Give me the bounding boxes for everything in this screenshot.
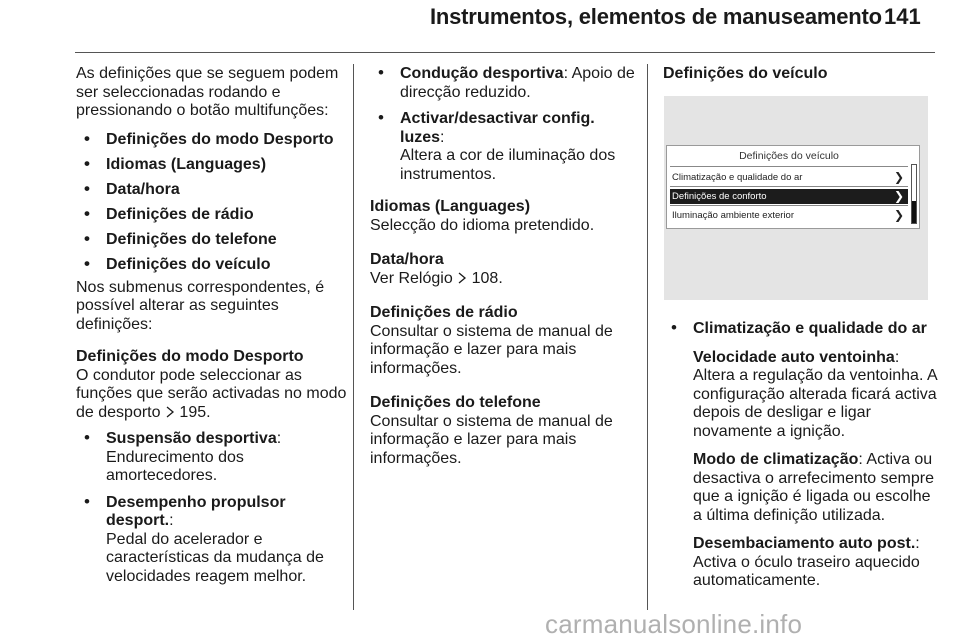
sport-options-list xyxy=(76,430,351,586)
list-item xyxy=(663,320,943,591)
sport-options-list-continued xyxy=(370,65,640,184)
option-label: Condução desportiva xyxy=(400,65,564,82)
option-label: Modo de climatização xyxy=(693,451,859,468)
header-title: Instrumentos, elementos de manuseamento xyxy=(430,4,882,29)
screen-menu-row xyxy=(670,208,908,223)
screen-scroll-thumb xyxy=(912,201,916,223)
chevron-right-icon: ❯ xyxy=(893,170,904,184)
option-separator: : xyxy=(440,128,445,146)
screen-menu-row-label: Definições de conforto xyxy=(672,191,767,202)
screen-divider xyxy=(670,205,908,206)
option-label: Desembaciamento auto post. xyxy=(693,535,916,552)
list-item: • Data/hora xyxy=(76,181,351,200)
datetime-text xyxy=(370,270,640,289)
sport-text xyxy=(76,367,351,423)
list-item xyxy=(76,430,351,486)
fan-option: Velocidade auto ventoinha: Altera a regulação da ventoinha. A configuração alterada ficará activa depois de desligar e ligar novamente a ignição. xyxy=(693,348,937,440)
screen-menu-row-selected xyxy=(670,189,908,204)
radio-text: Consultar o sistema de manual de informação e lazer para mais informações. xyxy=(370,322,613,377)
datetime-page-ref: 108. xyxy=(471,269,503,287)
page-ref-arrow-icon xyxy=(457,272,467,284)
page-ref-arrow-icon xyxy=(165,406,175,418)
column-2 xyxy=(370,65,640,478)
section-heading-radio: Definições de rádio xyxy=(370,304,518,321)
sport-page-ref: 195. xyxy=(179,403,211,421)
option-text: Apoio de direcção reduzido. xyxy=(400,65,635,101)
column-3 xyxy=(663,65,943,84)
column-divider-2 xyxy=(647,64,648,610)
option-separator: : xyxy=(276,430,282,447)
option-text: Activa o óculo traseiro aquecido automaticamente. xyxy=(693,553,920,589)
section-heading-datetime: Data/hora xyxy=(370,251,444,268)
languages-text: Selecção do idioma pretendido. xyxy=(370,216,595,234)
settings-menu-list xyxy=(76,131,351,275)
list-item xyxy=(370,110,640,184)
watermark: carmanualsonline.info xyxy=(545,609,803,639)
screen-menu-row-label: Climatização e qualidade do ar xyxy=(672,172,803,183)
chevron-right-icon: ❯ xyxy=(893,208,904,222)
list-item: • Definições do telefone xyxy=(76,231,351,250)
section-heading-sport: Definições do modo Desporto xyxy=(76,348,304,365)
sport-description: O condutor pode seleccionar as funções que serão activadas no modo de desporto xyxy=(76,366,347,421)
option-text: Altera a regulação da ventoinha. A configuração alterada ficará activa depois de desligar e ligar novamente a ignição. xyxy=(693,367,937,440)
column-divider-1 xyxy=(353,64,354,610)
option-label: Suspensão desportiva xyxy=(106,430,277,447)
vehicle-settings-list xyxy=(663,320,943,591)
option-text: Activa ou desactiva o arrefecimento sempre que a ignição é ligada ou escolhe a última definição utilizada. xyxy=(693,451,934,524)
screen-scrollbar xyxy=(911,164,917,224)
option-text: Altera a cor de iluminação dos instrumentos. xyxy=(400,147,616,183)
phone-text: Consultar o sistema de manual de informação e lazer para mais informações. xyxy=(370,412,613,467)
header-rule xyxy=(75,52,935,53)
list-item xyxy=(370,65,640,102)
display-screen xyxy=(666,145,920,229)
option-heading: Climatização e qualidade do ar xyxy=(693,320,927,337)
list-item xyxy=(76,494,351,587)
screen-divider xyxy=(670,186,908,187)
intro-text: As definições que se seguem podem ser seleccionadas rodando e pressionando o botão multifunções: xyxy=(76,65,339,119)
list-item: • Definições de rádio xyxy=(76,206,351,225)
section-heading-phone: Definições do telefone xyxy=(370,394,541,411)
list-item: • Idiomas (Languages) xyxy=(76,156,351,175)
option-text: Endurecimento dos amortecedores. xyxy=(106,448,244,484)
option-separator: : xyxy=(563,65,569,82)
screen-menu-row-label: Iluminação ambiente exterior xyxy=(672,210,794,221)
option-separator: : xyxy=(169,512,174,529)
chevron-right-icon: ❯ xyxy=(893,189,904,203)
list-item: • Definições do modo Desporto xyxy=(76,131,351,150)
screen-menu-row xyxy=(670,170,908,185)
screen-divider xyxy=(670,166,908,167)
column-1 xyxy=(76,65,351,593)
datetime-description: Ver Relógio xyxy=(370,269,453,287)
option-label: Activar/desactivar config. luzes xyxy=(400,110,595,146)
option-label: Desempenho propulsor desport. xyxy=(106,493,286,529)
list-item: • Definições do veículo xyxy=(76,256,351,275)
climate-mode-option: Modo de climatização: Activa ou desactiva o arrefecimento sempre que a ignição é ligada ou escolhe a última definição utilizada. xyxy=(693,451,934,524)
option-label: Velocidade auto ventoinha xyxy=(693,348,895,366)
submenus-text: Nos submenus correspondentes, é possível alterar as seguintes definições: xyxy=(76,278,325,333)
section-heading-vehicle: Definições do veículo xyxy=(663,65,828,82)
option-text: Pedal do acelerador e características da mudança de velocidades reagem melhor. xyxy=(106,530,324,585)
defog-option: Desembaciamento auto post.: Activa o óculo traseiro aquecido automaticamente. xyxy=(693,535,920,589)
screen-title: Definições do veículo xyxy=(739,150,839,162)
column-3-lower xyxy=(663,320,943,601)
section-heading-languages: Idiomas (Languages) xyxy=(370,198,531,215)
page-number: 141 xyxy=(884,4,921,29)
